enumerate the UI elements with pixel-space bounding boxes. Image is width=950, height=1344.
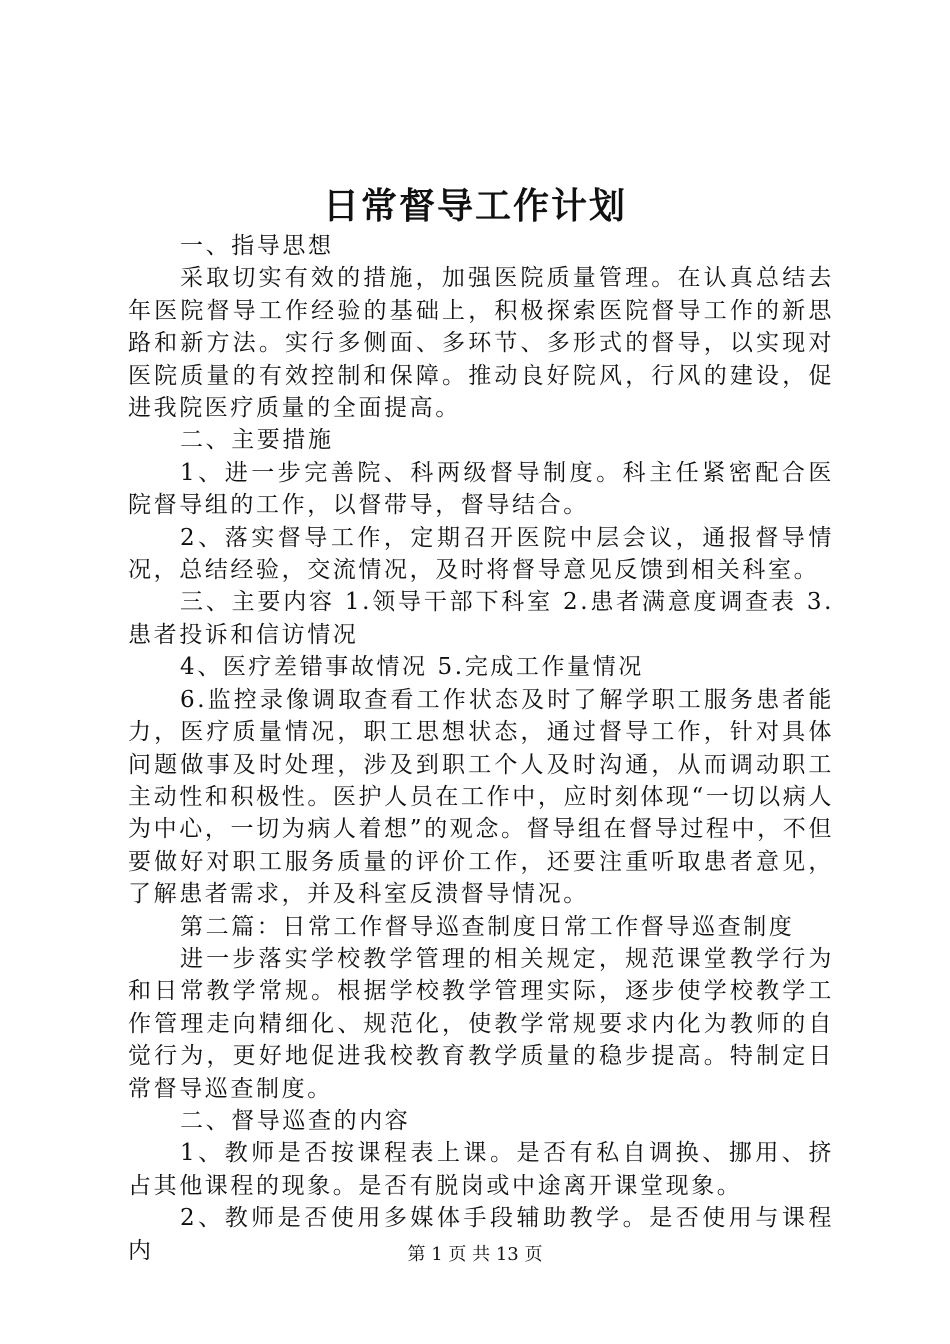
paragraph-measure-2: 2、落实督导工作，定期召开医院中层会议，通报督导情况，总结经验，交流情况，及时将督导意见反馈到相关科室。	[128, 524, 834, 584]
document-title: 日常督导工作计划	[322, 185, 627, 227]
paragraph-guiding-ideology: 采取切实有效的措施，加强医院质量管理。在认真总结去年医院督导工作经验的基础上，积极探索医院督导工作的新思路和新方法。实行多侧面、多环节、多形式的督导，以实现对医院质量的有效控制和保障。推动良好院风，行风的建设，促进我院医疗质量的全面提高。	[128, 265, 834, 422]
paragraph-content-6: 6.监控录像调取查看工作状态及时了解学职工服务患者能力，医疗质量情况，职工思想状态，通过督导工作，针对具体问题做事及时处理，涉及到职工个人及时沟通，从而调动职工主动性和积极性。医护人员在工作中，应时刻体现“一切以病人为中心，一切为病人着想”的观念。督导组在督导过程中，不但要做好对职工服务质量的评价工作，还要注重听取患者意见，了解患者需求，并及科室反溃督导情况。	[128, 686, 834, 908]
heading-main-measures: 二、主要措施	[180, 427, 334, 454]
document-body	[128, 230, 834, 1267]
heading-second-part: 第二篇：日常工作督导巡查制度日常工作督导巡查制度	[180, 913, 795, 940]
paragraph-inspection-1: 1、教师是否按课程表上课。是否有私自调换、挪用、挤占其他课程的现象。是否有脱岗或中途离开课堂现象。	[128, 1140, 834, 1199]
heading-inspection-content: 二、督导巡查的内容	[180, 1107, 411, 1134]
paragraph-second-part-intro: 进一步落实学校教学管理的相关规定，规范课堂教学行为和日常教学常规。根据学校教学管理实际，逐步使学校教学工作管理走向精细化、规范化，使教学常规要求内化为教师的自觉行为，更好地促进我校教育教学质量的稳步提高。特制定日常督导巡查制度。	[128, 945, 834, 1102]
paragraph-measure-1: 1、进一步完善院、科两级督导制度。科主任紧密配合医院督导组的工作，以督带导，督导结合。	[128, 459, 834, 519]
paragraph-inspection-2: 2、教师是否使用多媒体手段辅助教学。是否使用与课程内	[128, 1205, 834, 1264]
paragraph-main-content: 三、主要内容 1.领导干部下科室 2.患者满意度调查表 3.患者投诉和信访情况	[128, 589, 834, 648]
paragraph-content-4-5: 4、医疗差错事故情况 5.完成工作量情况	[180, 654, 644, 681]
heading-guiding-ideology: 一、指导思想	[180, 233, 334, 259]
page-footer: 第 1 页 共 13 页	[407, 1244, 543, 1265]
